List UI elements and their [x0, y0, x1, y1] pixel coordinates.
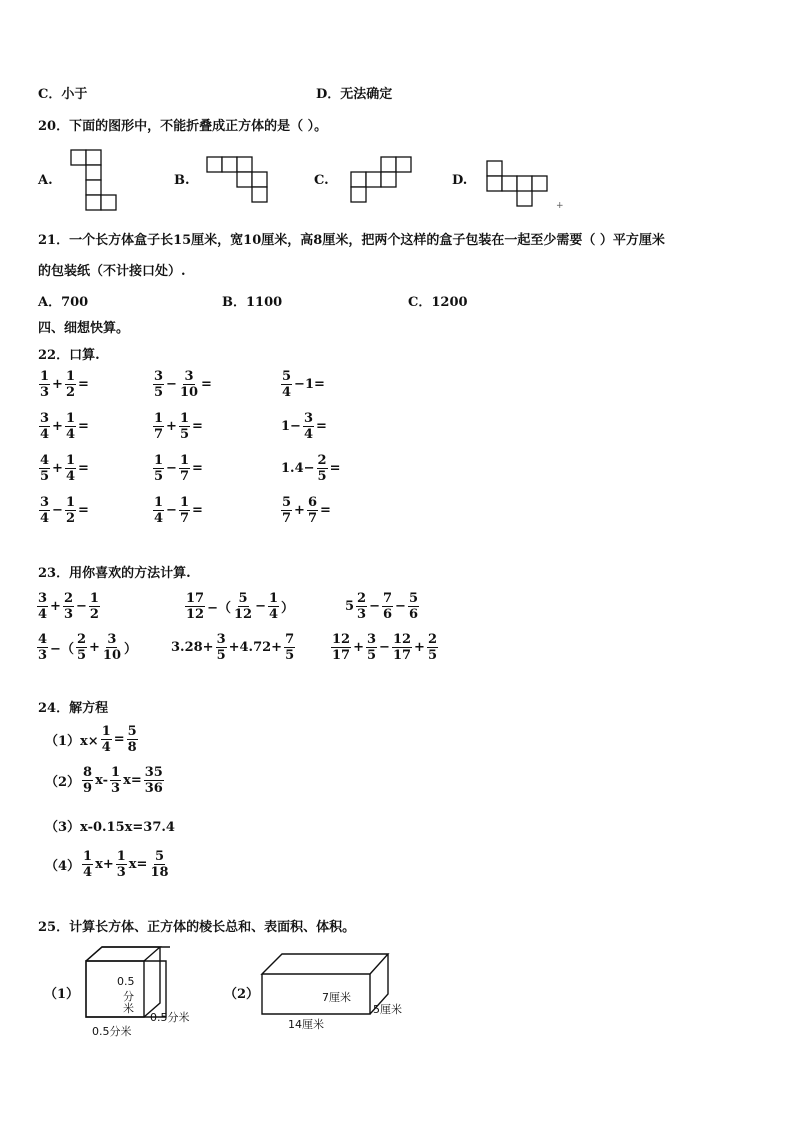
numerator: 1 — [179, 411, 189, 426]
expression-text: + — [353, 640, 364, 655]
fraction — [144, 765, 164, 796]
question-20: 20．下面的图形中，不能折叠成正方体的是（ ）。 — [38, 119, 328, 134]
fraction — [153, 411, 164, 442]
numerator: 3 — [216, 632, 226, 647]
fraction — [63, 591, 74, 622]
fraction — [37, 591, 48, 622]
expression-text: （2） — [45, 775, 81, 790]
fraction — [185, 591, 205, 622]
q23-item — [36, 591, 101, 622]
q22-item — [280, 495, 332, 526]
q22-item — [38, 411, 90, 442]
denominator: 6 — [408, 607, 418, 622]
fraction — [366, 632, 377, 663]
fig2-label: （2） — [224, 987, 260, 1002]
expression-text: + — [50, 599, 61, 614]
fraction — [179, 453, 190, 484]
question-21-line1: 21．一个长方体盒子长15厘米，宽10厘米，高8厘米，把两个这样的盒子包装在一起至少需要（ ）平方厘米 — [38, 233, 665, 248]
fraction — [116, 849, 127, 880]
denominator: 4 — [154, 511, 164, 526]
numerator: 7 — [383, 591, 393, 606]
numerator: 1 — [65, 453, 75, 468]
cube-net-c — [350, 156, 414, 204]
q21-option-b: B．1100 — [222, 295, 283, 310]
denominator: 12 — [186, 607, 205, 622]
fig1-width-label: 0.5分米 — [92, 1025, 132, 1038]
stray-mark-icon: + — [556, 201, 564, 211]
denominator: 5 — [285, 648, 295, 663]
denominator: 4 — [40, 427, 50, 442]
numerator: 3 — [184, 369, 194, 384]
fraction — [331, 632, 351, 663]
option-c: C．小于 — [38, 87, 88, 102]
expression-text: + — [89, 640, 100, 655]
numerator: 3 — [38, 591, 48, 606]
q22-item — [152, 495, 204, 526]
fraction — [281, 369, 292, 400]
fraction — [101, 724, 112, 755]
expression-text: = — [192, 419, 203, 434]
numerator: 5 — [408, 591, 418, 606]
fraction — [127, 724, 138, 755]
q22-item — [280, 369, 326, 400]
denominator: 17 — [332, 648, 351, 663]
expression-text: −1= — [294, 377, 325, 392]
numerator: 12 — [392, 632, 412, 647]
q23-item — [36, 632, 138, 663]
expression-text: x= — [128, 857, 148, 872]
fraction — [356, 591, 367, 622]
fig2-depth-label: 5厘米 — [373, 1003, 402, 1016]
denominator: 7 — [307, 511, 317, 526]
fraction — [179, 495, 190, 526]
denominator: 5 — [76, 648, 86, 663]
denominator: 3 — [38, 648, 48, 663]
numerator: 1 — [154, 411, 164, 426]
cube-net-d-bottom — [516, 191, 534, 207]
denominator: 4 — [282, 385, 292, 400]
denominator: 4 — [40, 511, 50, 526]
numerator: 1 — [154, 495, 164, 510]
denominator: 4 — [83, 865, 93, 880]
fraction — [82, 849, 93, 880]
numerator: 5 — [154, 849, 165, 864]
denominator: 5 — [154, 385, 164, 400]
fraction — [307, 495, 318, 526]
q22-item — [38, 495, 90, 526]
numerator: 2 — [76, 632, 86, 647]
numerator: 5 — [238, 591, 248, 606]
denominator: 5 — [179, 427, 189, 442]
expression-text: x+ — [95, 857, 114, 872]
denominator: 3 — [111, 781, 121, 796]
denominator: 2 — [65, 385, 75, 400]
expression-text: = — [192, 461, 203, 476]
numerator: 2 — [427, 632, 437, 647]
fig2-height-label: 7厘米 — [322, 991, 351, 1004]
fraction — [65, 369, 76, 400]
numerator: 35 — [144, 765, 163, 780]
expression-text: = — [192, 503, 203, 518]
option-d: D．无法确定 — [316, 87, 393, 102]
numerator: 1 — [65, 411, 75, 426]
fraction — [153, 495, 164, 526]
expression-text: − — [255, 599, 266, 614]
denominator: 3 — [357, 607, 367, 622]
q22-item — [152, 411, 204, 442]
numerator: 1 — [65, 369, 75, 384]
numerator: 3 — [40, 495, 50, 510]
numerator: 1 — [179, 495, 189, 510]
q24-item — [44, 816, 176, 835]
expression-text: + — [52, 461, 63, 476]
fraction — [427, 632, 438, 663]
fraction — [89, 591, 100, 622]
fraction — [179, 411, 190, 442]
question-24-title: 24．解方程 — [38, 701, 109, 716]
q20-option-a: A. — [38, 173, 53, 188]
numerator: 5 — [282, 369, 292, 384]
expression-text: − — [166, 461, 177, 476]
q20-option-b: B. — [174, 173, 190, 188]
denominator: 6 — [383, 607, 393, 622]
q22-item — [152, 453, 204, 484]
numerator: 1 — [116, 849, 126, 864]
denominator: 5 — [154, 469, 164, 484]
question-25-title: 25．计算长方体、正方体的棱长总和、表面积、体积。 — [38, 920, 356, 935]
numerator: 4 — [40, 453, 50, 468]
expression-text: = — [316, 419, 327, 434]
denominator: 2 — [89, 607, 99, 622]
numerator: 6 — [307, 495, 317, 510]
denominator: 9 — [83, 781, 93, 796]
fraction — [39, 369, 50, 400]
expression-text: = — [201, 377, 212, 392]
numerator: 8 — [83, 765, 93, 780]
expression-text: = — [78, 461, 89, 476]
denominator: 7 — [154, 427, 164, 442]
expression-text: 5 — [345, 599, 355, 614]
denominator: 4 — [269, 607, 279, 622]
denominator: 5 — [216, 648, 226, 663]
numerator: 5 — [282, 495, 292, 510]
q24-item — [44, 724, 139, 755]
fraction — [39, 411, 50, 442]
expression-text: − — [76, 599, 87, 614]
fraction — [179, 369, 199, 400]
denominator: 17 — [392, 648, 412, 663]
denominator: 2 — [65, 511, 75, 526]
fraction — [76, 632, 87, 663]
q22-item — [280, 453, 341, 484]
numerator: 3 — [40, 411, 50, 426]
expression-text: − — [369, 599, 380, 614]
fraction — [149, 849, 169, 880]
expression-text: +4.72+ — [228, 640, 283, 655]
fraction — [408, 591, 419, 622]
denominator: 4 — [65, 469, 75, 484]
denominator: 5 — [317, 469, 327, 484]
q20-option-d: D. — [452, 173, 468, 188]
expression-text: = — [113, 732, 125, 747]
numerator: 17 — [186, 591, 205, 606]
expression-text: = — [329, 461, 341, 476]
expression-text: + — [294, 503, 305, 518]
expression-text: − — [166, 377, 177, 392]
numerator: 12 — [332, 632, 351, 647]
q23-item — [170, 632, 296, 663]
fig1-height-unit2: 米 — [123, 1002, 134, 1015]
fraction — [65, 411, 76, 442]
expression-text: 3.28+ — [171, 640, 214, 655]
numerator: 1 — [179, 453, 189, 468]
expression-text: （4） — [45, 859, 81, 874]
numerator: 2 — [357, 591, 367, 606]
expression-text: = — [78, 419, 89, 434]
numerator: 1 — [111, 765, 121, 780]
numerator: 1 — [269, 591, 279, 606]
expression-text: − — [395, 599, 406, 614]
denominator: 10 — [102, 648, 121, 663]
denominator: 7 — [179, 511, 189, 526]
numerator: 3 — [303, 411, 313, 426]
numerator: 1 — [40, 369, 50, 384]
fraction — [392, 632, 412, 663]
expression-text: + — [52, 377, 63, 392]
denominator: 8 — [127, 740, 137, 755]
denominator: 10 — [179, 385, 199, 400]
numerator: 1 — [65, 495, 75, 510]
denominator: 4 — [303, 427, 313, 442]
expression-text: − — [379, 640, 390, 655]
q21-option-a: A．700 — [38, 295, 89, 310]
fig1-depth-label: 0.5分米 — [150, 1011, 190, 1024]
expression-text: + — [166, 419, 177, 434]
denominator: 4 — [38, 607, 48, 622]
cube-net-b — [206, 156, 270, 204]
fraction — [102, 632, 122, 663]
fraction — [153, 453, 164, 484]
fraction — [382, 591, 393, 622]
expression-text: + — [414, 640, 425, 655]
expression-text: −（ — [207, 601, 231, 616]
fraction — [284, 632, 295, 663]
denominator: 4 — [65, 427, 75, 442]
q21-option-c: C．1200 — [408, 295, 468, 310]
fraction — [82, 765, 93, 796]
denominator: 12 — [234, 607, 253, 622]
q22-item — [38, 369, 90, 400]
numerator: 3 — [107, 632, 117, 647]
denominator: 4 — [101, 740, 111, 755]
numerator: 1 — [83, 849, 93, 864]
expression-text: = — [78, 377, 89, 392]
expression-text: − — [52, 503, 63, 518]
denominator: 36 — [144, 781, 163, 796]
expression-text: x- — [95, 773, 109, 788]
expression-text: + — [52, 419, 63, 434]
numerator: 5 — [127, 724, 137, 739]
numerator: 1 — [89, 591, 99, 606]
denominator: 5 — [367, 648, 377, 663]
fraction — [39, 453, 50, 484]
denominator: 18 — [150, 865, 169, 880]
numerator: 2 — [317, 453, 327, 468]
q20-option-c: C. — [314, 173, 329, 188]
expression-text: ） — [124, 642, 138, 657]
fraction — [233, 591, 253, 622]
numerator: 3 — [367, 632, 377, 647]
expression-text: 1.4− — [281, 461, 315, 476]
expression-text: x= — [123, 773, 142, 788]
fraction — [268, 591, 279, 622]
fraction — [110, 765, 121, 796]
numerator: 7 — [285, 632, 295, 647]
expression-text: ） — [281, 601, 295, 616]
cube-net-d — [486, 160, 550, 194]
fraction — [37, 632, 48, 663]
question-23-title: 23．用你喜欢的方法计算. — [38, 566, 191, 581]
fig1-height-unit1: 分 — [123, 990, 134, 1003]
fraction — [39, 495, 50, 526]
expression-text: 1− — [281, 419, 301, 434]
numerator: 1 — [101, 724, 111, 739]
q22-item — [280, 411, 328, 442]
expression-text: −（ — [50, 642, 74, 657]
q23-item — [344, 591, 420, 622]
cube-net-a — [70, 149, 120, 211]
section-title: 四、细想快算。 — [38, 321, 130, 336]
fraction — [153, 369, 164, 400]
fraction — [65, 453, 76, 484]
numerator: 3 — [154, 369, 164, 384]
fraction — [281, 495, 292, 526]
fraction — [216, 632, 227, 663]
fig2-width-label: 14厘米 — [288, 1018, 324, 1031]
q22-item — [38, 453, 90, 484]
expression-text: = — [78, 503, 89, 518]
q24-item — [44, 849, 171, 880]
q24-item — [44, 765, 165, 796]
denominator: 5 — [40, 469, 50, 484]
denominator: 3 — [40, 385, 50, 400]
fig1-height-value: 0.5 — [117, 975, 135, 988]
question-22-title: 22．口算. — [38, 348, 100, 363]
denominator: 7 — [282, 511, 292, 526]
fraction — [303, 411, 314, 442]
expression-text: （3）x-0.15x=37.4 — [45, 820, 175, 835]
numerator: 2 — [63, 591, 73, 606]
q22-item — [152, 369, 213, 400]
expression-text: （1）x× — [45, 734, 99, 749]
denominator: 7 — [179, 469, 189, 484]
question-21-line2: 的包装纸（不计接口处）. — [38, 264, 186, 279]
numerator: 1 — [154, 453, 164, 468]
denominator: 3 — [116, 865, 126, 880]
denominator: 3 — [63, 607, 73, 622]
q23-item — [184, 591, 295, 622]
expression-text: = — [320, 503, 331, 518]
numerator: 4 — [38, 632, 48, 647]
expression-text: − — [166, 503, 177, 518]
denominator: 5 — [427, 648, 437, 663]
fraction — [65, 495, 76, 526]
fig1-label: （1） — [44, 987, 80, 1002]
fraction — [317, 453, 328, 484]
q23-item — [330, 632, 439, 663]
